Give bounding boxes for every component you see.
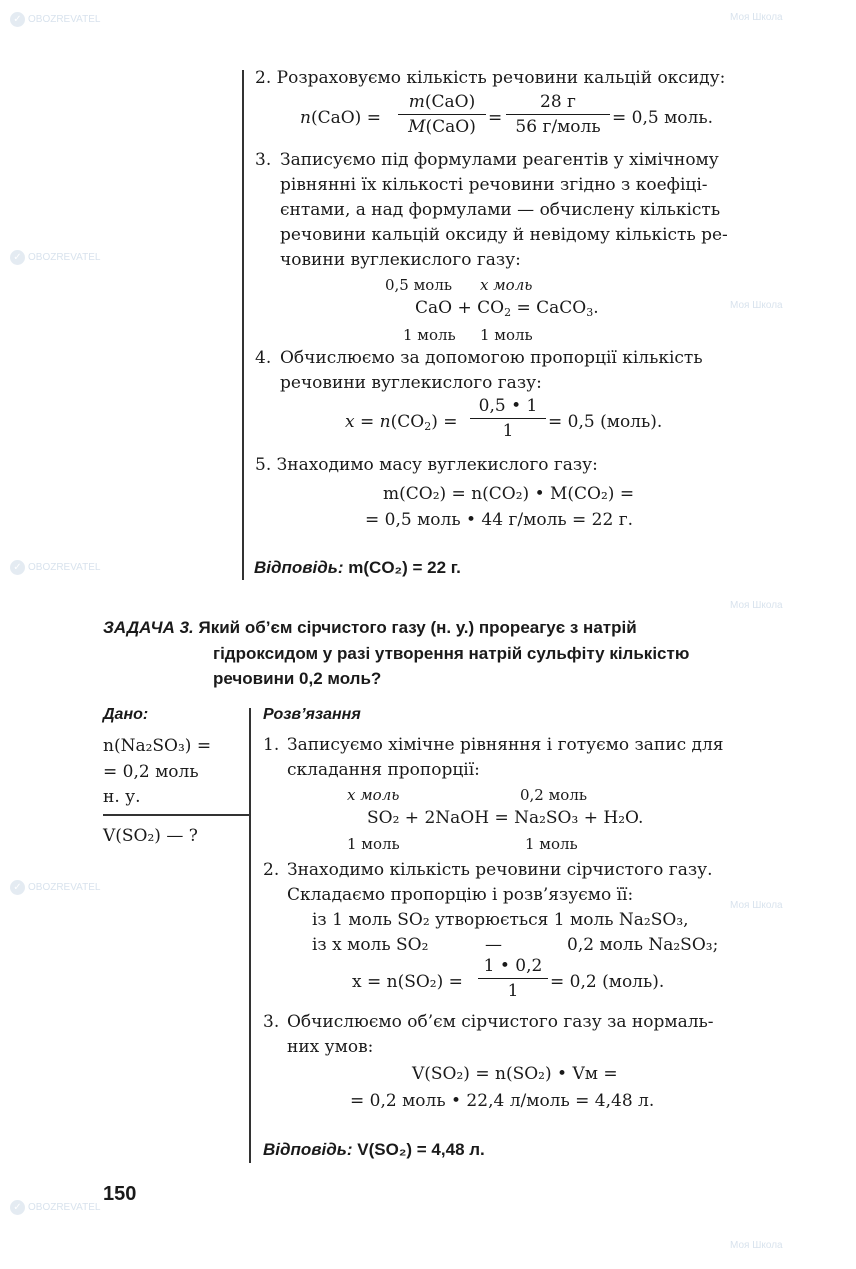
fraction: 28 г 56 г/моль (506, 92, 610, 137)
section-rule (242, 70, 244, 580)
formula-line: = 0,5 моль • 44 г/моль = 22 г. (365, 510, 634, 530)
given-line: = 0,2 моль (103, 762, 199, 782)
answer-2: Відповідь: V(SO₂) = 4,48 л. (263, 1140, 485, 1159)
equals: = (488, 108, 503, 128)
formula-line: m(CO₂) = n(CO₂) • M(CO₂) = (383, 484, 635, 504)
given-line: n(Na₂SO₃) = (103, 736, 212, 756)
formula-lhs: x = n(SO₂) = (352, 972, 463, 992)
watermark: Моя Школа (730, 1240, 783, 1251)
page-number: 150 (103, 1183, 137, 1205)
sol-3-line: Обчислюємо об’єм сірчистого газу за нормаль- (287, 1012, 714, 1032)
watermark: ✓ OBOZREVATEL (10, 1200, 100, 1215)
watermark: ✓ OBOZREVATEL (10, 880, 100, 895)
given-line: н. у. (103, 787, 141, 807)
watermark-logo-icon: ✓ (10, 250, 25, 265)
coef-above: x моль (480, 276, 533, 294)
equation: SO₂ + 2NaOH = Na₂SO₃ + H₂O. (367, 808, 644, 828)
sol-1-line: Записуємо хімічне рівняння і готуємо запис для (287, 735, 724, 755)
watermark: Моя Школа (730, 12, 783, 23)
step-3-line: рівнянні їх кількості речовини згідно з коефіці- (280, 175, 708, 195)
given-title: Дано: (103, 706, 149, 723)
proportion-line: із x моль SO₂ (312, 935, 429, 955)
task-3-line: гідроксидом у разі утворення натрій сульфіту кількістю (213, 644, 690, 663)
coef-below: 1 моль (403, 326, 456, 344)
given-find: V(SO₂) — ? (103, 826, 198, 846)
formula-result: = 0,5 (моль). (548, 412, 663, 432)
equation: CaO + $CO_2$ = CaCO$_3$. (415, 298, 599, 319)
coef-below: 1 моль (347, 835, 400, 853)
watermark-logo-icon: ✓ (10, 880, 25, 895)
step-3-num: 3. (255, 150, 272, 170)
sol-2-line: Знаходимо кількість речовини сірчистого газу. (287, 860, 713, 880)
step-4-line: Обчислюємо за допомогою пропорції кількість (280, 348, 703, 368)
sol-1-num: 1. (263, 735, 280, 755)
fraction: 0,5 • 1 1 (470, 396, 546, 441)
coef-below: 1 моль (525, 835, 578, 853)
step-2-text: 2. Розраховуємо кількість речовини кальцій оксиду: (255, 68, 726, 88)
formula-result: = 0,2 (моль). (550, 972, 665, 992)
step-3-line: Записуємо під формулами реагентів у хімічному (280, 150, 719, 170)
coef-above: 0,5 моль (385, 276, 453, 294)
watermark: ✓ OBOZREVATEL (10, 250, 100, 265)
proportion-dash: — (485, 935, 502, 955)
answer-1: Відповідь: m(CO₂) = 22 г. (254, 558, 461, 577)
sol-2-line: Складаємо пропорцію і розв’язуємо її: (287, 885, 634, 905)
proportion-line: 0,2 моль Na₂SO₃; (567, 935, 719, 955)
proportion-line: із 1 моль SO₂ утворюється 1 моль Na₂SO₃, (312, 910, 689, 930)
coef-above: 0,2 моль (520, 786, 588, 804)
coef-above: x моль (347, 786, 400, 804)
sol-3-num: 3. (263, 1012, 280, 1032)
coef-below: 1 моль (480, 326, 533, 344)
watermark-logo-icon: ✓ (10, 560, 25, 575)
step-4-num: 4. (255, 348, 272, 368)
formula-lhs: n(CaO) = (300, 108, 381, 128)
formula-result: = 0,5 моль. (612, 108, 714, 128)
task-3-line: речовини 0,2 моль? (213, 669, 382, 688)
fraction: 1 • 0,2 1 (478, 956, 548, 1001)
watermark: Моя Школа (730, 900, 783, 911)
step-3-line: речовини кальцій оксиду й невідому кількість ре- (280, 225, 728, 245)
given-underline (103, 814, 250, 816)
step-3-line: єнтами, а над формулами — обчислену кількість (280, 200, 721, 220)
sol-1-line: складання пропорції: (287, 760, 480, 780)
sol-2-num: 2. (263, 860, 280, 880)
watermark-logo-icon: ✓ (10, 12, 25, 27)
task-3-line: ЗАДАЧА 3. Який об’єм сірчистого газу (н. у.) прореагує з натрій (103, 618, 637, 637)
fraction: m(CaO) M(CaO) (398, 92, 486, 137)
sol-3-line: них умов: (287, 1037, 374, 1057)
step-4-line: речовини вуглекислого газу: (280, 373, 542, 393)
given-divider (249, 708, 251, 1163)
step-3-line: човини вуглекислого газу: (280, 250, 521, 270)
watermark: ✓ OBOZREVATEL (10, 12, 100, 27)
formula-line: = 0,2 моль • 22,4 л/моль = 4,48 л. (350, 1091, 655, 1111)
watermark: ✓ OBOZREVATEL (10, 560, 100, 575)
formula-lhs: $x = n(CO_2)$ = (345, 412, 458, 433)
watermark-logo-icon: ✓ (10, 1200, 25, 1215)
watermark: Моя Школа (730, 300, 783, 311)
watermark: Моя Школа (730, 600, 783, 611)
step-5-text: 5. Знаходимо масу вуглекислого газу: (255, 455, 598, 475)
formula-line: V(SO₂) = n(SO₂) • Vм = (412, 1064, 618, 1084)
solution-title: Розв’язання (263, 706, 361, 723)
